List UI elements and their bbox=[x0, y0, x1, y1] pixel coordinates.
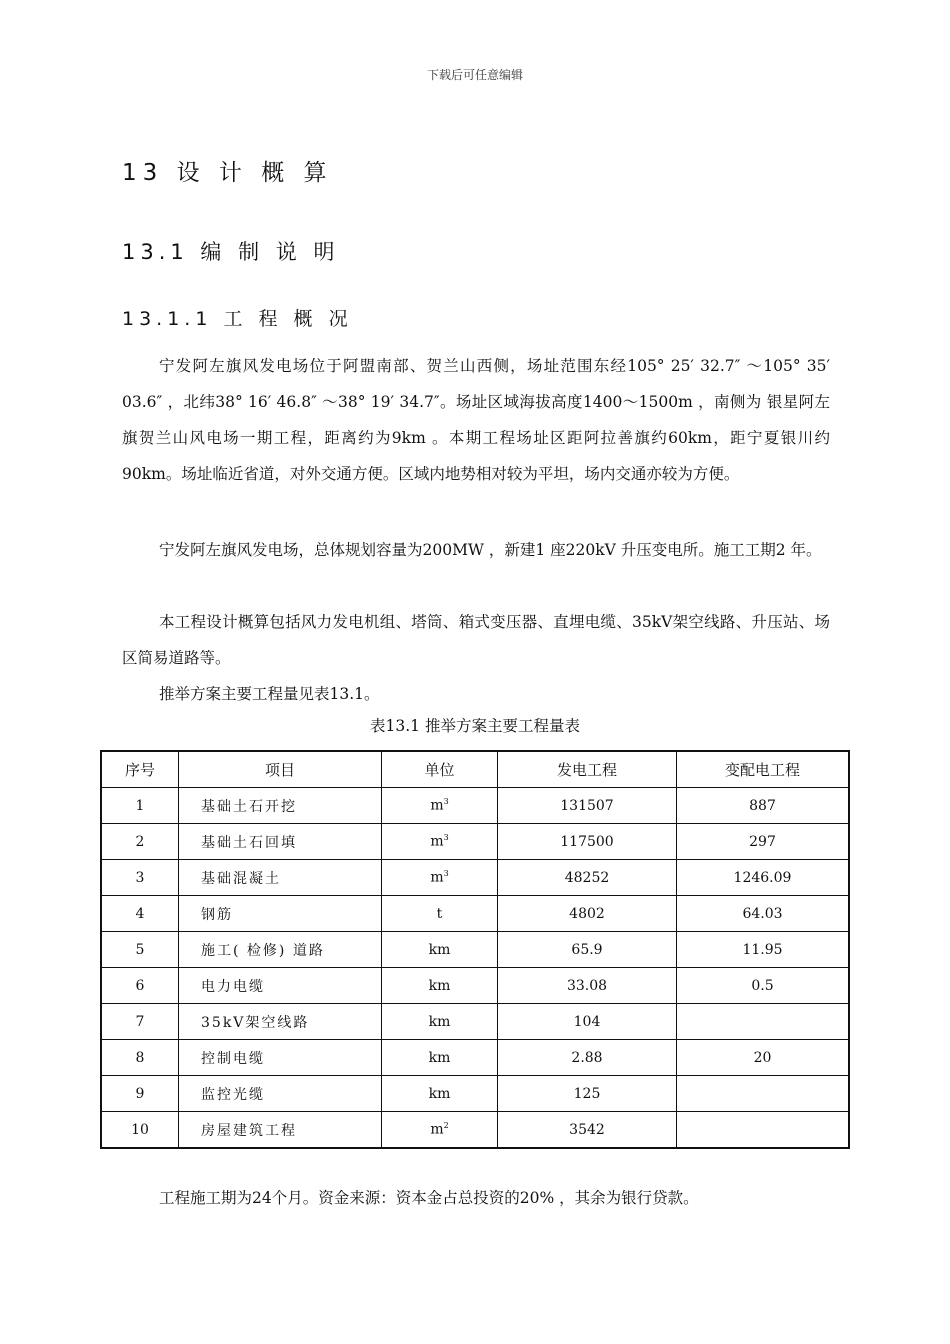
table-row bbox=[101, 860, 849, 896]
cell-item: 监控光缆 bbox=[179, 1076, 382, 1112]
cell-substation: 0.5 bbox=[677, 968, 850, 1004]
unit-exponent: 3 bbox=[443, 869, 449, 879]
cell-substation: 1246.09 bbox=[677, 860, 850, 896]
table-header-row bbox=[101, 751, 849, 788]
table-row bbox=[101, 1076, 849, 1112]
header-item: 项目 bbox=[179, 751, 382, 788]
cell-unit: $m^3$ bbox=[382, 860, 498, 896]
cell-no: 8 bbox=[101, 1040, 179, 1076]
paragraph-table-ref: 推举方案主要工程量见表13.1。 bbox=[159, 685, 380, 703]
paragraph-scope: 本工程设计概算包括风力发电机组、塔筒、箱式变压器、直埋电缆、35kV架空线路、升压站、场区简易道路等。 bbox=[122, 613, 830, 667]
cell-generation: 2.88 bbox=[498, 1040, 677, 1076]
cell-item: 基础混凝土 bbox=[179, 860, 382, 896]
cell-no: 10 bbox=[101, 1112, 179, 1149]
header-no: 序号 bbox=[101, 751, 179, 788]
cell-no: 5 bbox=[101, 932, 179, 968]
paragraph-closing: 工程施工期为24个月。资金来源：资本金占总投资的20% ，其余为银行贷款。 bbox=[159, 1189, 699, 1207]
cell-item: 基础土石回填 bbox=[179, 824, 382, 860]
header-substation: 变配电工程 bbox=[677, 751, 850, 788]
cell-generation: 125 bbox=[498, 1076, 677, 1112]
table-row bbox=[101, 1004, 849, 1040]
cell-substation: 11.95 bbox=[677, 932, 850, 968]
page-header-note: 下载后可任意编辑 bbox=[426, 68, 523, 82]
cell-substation: 297 bbox=[677, 824, 850, 860]
cell-unit: km bbox=[382, 1004, 498, 1040]
cell-unit: km bbox=[382, 1040, 498, 1076]
cell-no: 6 bbox=[101, 968, 179, 1004]
paragraph-capacity: 宁发阿左旗风发电场，总体规划容量为200MW ，新建1 座220kV 升压变电所。施工工期2 年。 bbox=[159, 541, 822, 559]
cell-unit: $m^2$ bbox=[382, 1112, 498, 1149]
cell-no: 1 bbox=[101, 788, 179, 824]
cell-item: 控制电缆 bbox=[179, 1040, 382, 1076]
quantity-table bbox=[100, 750, 850, 1149]
cell-unit: t bbox=[382, 896, 498, 932]
cell-substation: 64.03 bbox=[677, 896, 850, 932]
cell-substation: 887 bbox=[677, 788, 850, 824]
table-row bbox=[101, 1040, 849, 1076]
cell-item: 施工( 检修) 道路 bbox=[179, 932, 382, 968]
cell-substation bbox=[677, 1076, 850, 1112]
table-row bbox=[101, 824, 849, 860]
cell-item: 基础土石开挖 bbox=[179, 788, 382, 824]
table-caption: 表13.1 推举方案主要工程量表 bbox=[370, 717, 580, 735]
table-body bbox=[101, 788, 849, 1149]
cell-generation: 131507 bbox=[498, 788, 677, 824]
table-row bbox=[101, 1112, 849, 1149]
cell-substation bbox=[677, 1004, 850, 1040]
cell-unit: km bbox=[382, 1076, 498, 1112]
cell-item: 房屋建筑工程 bbox=[179, 1112, 382, 1149]
cell-generation: 104 bbox=[498, 1004, 677, 1040]
cell-generation: 4802 bbox=[498, 896, 677, 932]
section-heading: 13.1 编 制 说 明 bbox=[122, 240, 340, 264]
cell-item: 电力电缆 bbox=[179, 968, 382, 1004]
header-unit: 单位 bbox=[382, 751, 498, 788]
cell-no: 3 bbox=[101, 860, 179, 896]
table-row bbox=[101, 896, 849, 932]
cell-no: 7 bbox=[101, 1004, 179, 1040]
unit-exponent: 3 bbox=[443, 797, 449, 807]
table-row bbox=[101, 968, 849, 1004]
cell-generation: 117500 bbox=[498, 824, 677, 860]
cell-no: 2 bbox=[101, 824, 179, 860]
subsection-heading: 13.1.1 工 程 概 况 bbox=[122, 308, 353, 330]
cell-unit: km bbox=[382, 932, 498, 968]
cell-unit: $m^3$ bbox=[382, 788, 498, 824]
cell-unit: $m^3$ bbox=[382, 824, 498, 860]
chapter-heading: 13 设 计 概 算 bbox=[122, 160, 333, 186]
header-generation: 发电工程 bbox=[498, 751, 677, 788]
table-row bbox=[101, 788, 849, 824]
paragraph-overview: 宁发阿左旗风发电场位于阿盟南部、贺兰山西侧，场址范围东经105° 25′ 32.7″ ～105° 35′ 03.6″ ，北纬38° 16′ 46.8″ ～38° 19′ 34.7″。场址区域海拔高度1400～1500m ，南侧为 银星阿左旗贺兰山风电场一期工程，距离约为9km 。本期工程场址区距阿拉善旗约60km，距宁夏银川约90km。场址临近省道，对外交通方便。区域内地势相对较为平坦，场内交通亦较为方便。 bbox=[122, 357, 830, 483]
cell-substation: 20 bbox=[677, 1040, 850, 1076]
cell-unit: km bbox=[382, 968, 498, 1004]
cell-substation bbox=[677, 1112, 850, 1149]
unit-exponent: 2 bbox=[443, 1121, 449, 1131]
unit-exponent: 3 bbox=[443, 833, 449, 843]
cell-item: 35kV架空线路 bbox=[179, 1004, 382, 1040]
cell-no: 9 bbox=[101, 1076, 179, 1112]
cell-generation: 48252 bbox=[498, 860, 677, 896]
cell-item: 钢筋 bbox=[179, 896, 382, 932]
table-row bbox=[101, 932, 849, 968]
cell-generation: 65.9 bbox=[498, 932, 677, 968]
cell-no: 4 bbox=[101, 896, 179, 932]
cell-generation: 33.08 bbox=[498, 968, 677, 1004]
cell-generation: 3542 bbox=[498, 1112, 677, 1149]
